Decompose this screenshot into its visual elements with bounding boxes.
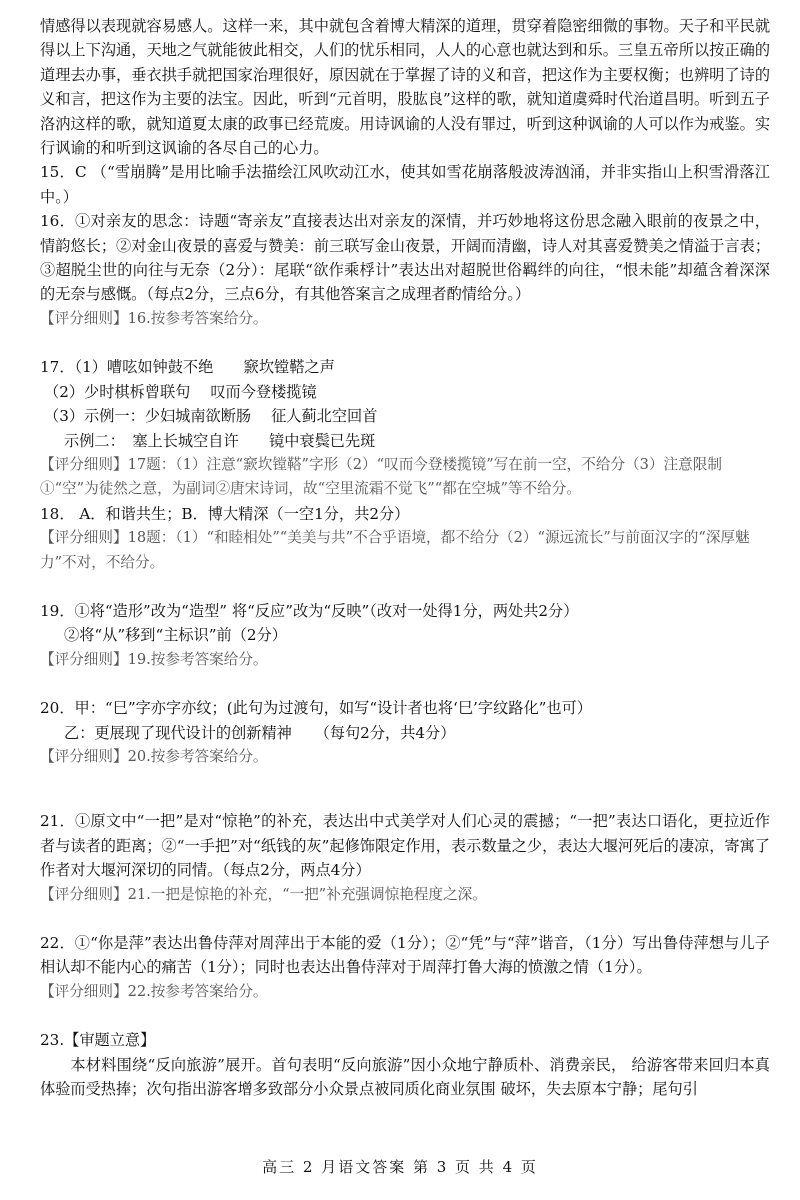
answer-20-line-2: 乙：更展现了现代设计的创新精神 （每句2分，共4分） xyxy=(64,723,456,742)
passage-translation: 情感得以表现就容易感人。这样一来，其中就包含着博大精深的道理，贯穿着隐密细微的事物。天子和平民就得以上下沟通，天地之气就能彼此相交，人们的忧乐相同，人人的心意也就达到和乐。三皇五帝所以按正确的道理去办事，垂衣拱手就把国家治理很好，原因就在于掌握了诗的义和音，把这作为主要权衡；也辨明了诗的义和言，把这作为主要的法宝。因此，听到“元首明，股肱良”这样的歌，就知道虞舜时代治道昌明。听到五子洛汭这样的歌，就知道夏太康的政事已经荒废。用诗讽谕的人没有罪过，听到这种讽谕的人可以作为戒鉴。实行讽谕的和听到这讽谕的各尽自己的心力。 xyxy=(40,17,770,158)
grading-note-19: 【评分细则】19.按参考答案给分。 xyxy=(40,650,268,668)
spacer xyxy=(40,575,770,599)
answer-17-line-1: 17．（1）嘈呟如钟鼓不绝 窾坎镗鞳之声 xyxy=(40,358,335,377)
spacer xyxy=(40,769,770,809)
spacer xyxy=(40,907,770,931)
grading-note-18: 【评分细则】18题：（1）“和睦相处”“美美与共”不合乎语境，都不给分（2）“源远流长”与前面汉字的“深厚魅力”不对，不给分。 xyxy=(40,529,750,571)
grading-note-22: 【评分细则】22.按参考答案给分。 xyxy=(40,982,268,1000)
spacer xyxy=(40,331,770,355)
answer-19-line-1: 19．①将“造形”改为“造型” 将“反应”改为“反映”（改对一处得1分，两处共2分） xyxy=(40,601,579,620)
answer-17-line-4: 示例二： 塞上长城空自许 镜中衰鬓已先斑 xyxy=(64,431,376,450)
grading-note-17: 【评分细则】17题：（1）注意“窾坎镗鞳”字形（2）“叹而今登楼揽镜”写在前一空，不给分（3）注意限制①“空”为徒然之意，为副词②唐宋诗词，故“空里流霜不觉飞”“都在空城”等不给分。 xyxy=(40,455,722,498)
answer-page xyxy=(40,14,770,1101)
answer-17-line-2: （2）少时棋柝曾联句 叹而今登楼揽镜 xyxy=(44,382,317,401)
spacer xyxy=(40,1004,770,1028)
grading-note-21: 【评分细则】21.一把是惊艳的补充，“一把”补充强调惊艳程度之深。 xyxy=(40,885,487,903)
answer-22: 22．①“你是萍”表达出鲁侍萍对周萍出于本能的爱（1分）；②“凭”与“萍”谐音，（1分）写出鲁侍萍想与儿子相认却不能内心的痛苦（1分）；同时也表达出鲁侍萍对于周萍打鲁大海的愤激之情（1分）。 xyxy=(40,934,770,977)
answer-18: 18． A．和谐共生；B．博大精深（一空1分，共2分） xyxy=(40,504,410,523)
answer-17-line-3: （3）示例一：少妇城南欲断肠 征人蓟北空回首 xyxy=(44,407,378,426)
grading-note-16: 【评分细则】16.按参考答案给分。 xyxy=(40,309,268,327)
spacer xyxy=(40,672,770,696)
page-footer: 高三 2 月语文答案 第 3 页 共 4 页 xyxy=(262,1158,538,1176)
answer-23-body: 本材料围绕“反向旅游”展开。首句表明“反向旅游”因小众地宁静质朴、消费亲民， 给游客带来回归本真体验而受热捧；次句指出游客增多致部分小众景点被同质化商业氛围 破坏，失去原本宁静；尾句引 xyxy=(40,1055,770,1099)
answer-20-line-1: 20．甲：“巳”字亦字亦纹；(此句为过渡句，如写“设计者也将‘巳’字纹路化”也可） xyxy=(40,699,592,718)
answer-15: 15．C （“雪崩腾”是用比喻手法描绘江风吹动江水，使其如雪花崩落般波涛汹涌，并非实指山上积雪滑落江中。） xyxy=(40,163,770,206)
answer-16: 16．①对亲友的思念：诗题“寄亲友”直接表达出对亲友的深情，并巧妙地将这份思念融入眼前的夜景之中，情韵悠长；②对金山夜景的喜爱与赞美：前三联写金山夜景，开阔而清幽，诗人对其喜爱赞美之情溢于言表；③超脱尘世的向往与无奈（2分）：尾联“欲作乘桴计”表达出对超脱世俗羁绊的向往，“恨未能”却蕴含着深深的无奈与感慨。（每点2分，三点6分，有其他答案言之成理者酌情给分。） xyxy=(40,212,770,304)
grading-note-20: 【评分细则】20.按参考答案给分。 xyxy=(40,747,268,765)
answer-19-line-2: ②将“从”移到“主标识”前（2分） xyxy=(64,626,287,645)
answer-23-heading: 23.【审题立意】 xyxy=(40,1031,156,1050)
answer-21: 21．①原文中“一把”是对“惊艳”的补充，表达出中式美学对人们心灵的震撼；“一把”表达口语化，更拉近作者与读者的距离；②“一手把”对“纸钱的灰”起修饰限定作用，表示数量之少，表达大堰河死后的凄凉，寄寓了作者对大堰河深切的同情。（每点2分，两点4分） xyxy=(40,812,770,880)
